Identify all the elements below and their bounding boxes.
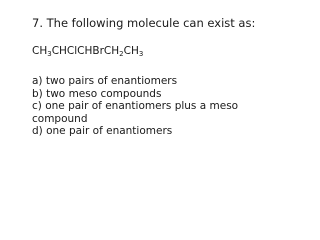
answer-options <box>32 75 284 138</box>
formula-part: CH <box>123 45 139 57</box>
molecule-formula <box>32 44 284 58</box>
question-title: 7. The following molecule can exist as: <box>32 16 256 30</box>
question-block <box>32 16 284 138</box>
option-c: c) one pair of enantiomers plus a meso compound <box>32 100 239 125</box>
option-d: d) one pair of enantiomers <box>32 125 173 137</box>
option-a: a) two pairs of enantiomers <box>32 75 178 87</box>
formula-part: CHClCHBrCH <box>51 45 120 57</box>
formula-subscript: 3 <box>138 50 144 58</box>
option-b: b) two meso compounds <box>32 87 162 100</box>
formula-subscript: 2 <box>119 50 124 58</box>
formula-subscript: 3 <box>47 50 52 58</box>
formula-part: CH <box>32 45 48 57</box>
